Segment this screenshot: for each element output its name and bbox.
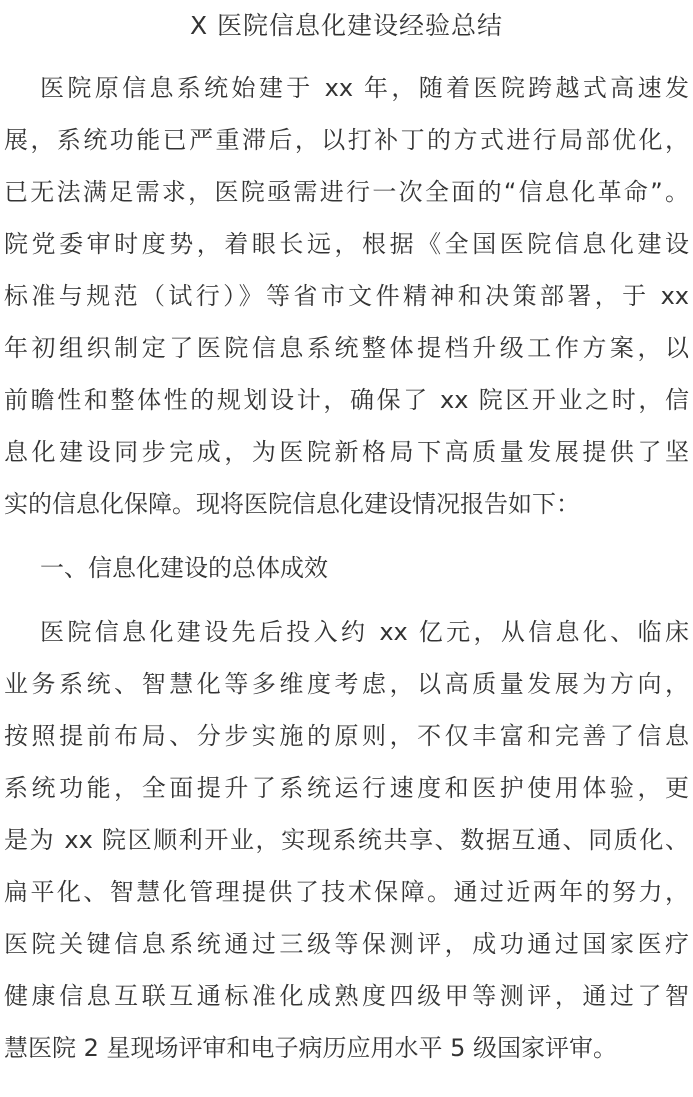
paragraph-line: 标准与规范（试行）》等省市文件精神和决策部署，于 xx [4,282,689,310]
paragraph-line: 实的信息化保障。现将医院信息化建设情况报告如下： [4,490,580,518]
paragraph-line: 医院关键信息系统通过三级等保测评，成功通过国家医疗 [4,930,689,958]
paragraph-line: 慧医院 2 星现场评审和电子病历应用水平 5 级国家评审。 [4,1034,618,1062]
paragraph-line: 健康信息互联互通标准化成熟度四级甲等测评，通过了智 [4,982,689,1010]
paragraph-line: 按照提前布局、分步实施的原则，不仅丰富和完善了信息 [4,722,689,750]
document-title: X 医院信息化建设经验总结 [189,11,504,40]
paragraph-line: 系统功能，全面提升了系统运行速度和医护使用体验，更 [4,774,689,802]
paragraph-intro [0,62,693,530]
paragraph-line: 医院原信息系统始建于 xx 年，随着医院跨越式高速发 [40,74,689,102]
paragraph-achievements [0,606,693,1074]
paragraph-line: 扁平化、智慧化管理提供了技术保障。通过近两年的努力， [4,878,689,906]
paragraph-line: 前瞻性和整体性的规划设计，确保了 xx 院区开业之时，信 [4,386,689,414]
paragraph-line: 院党委审时度势，着眼长远，根据《全国医院信息化建设 [4,230,689,258]
section-heading-block [0,542,693,594]
paragraph-line: 医院信息化建设先后投入约 xx 亿元，从信息化、临床 [40,618,689,646]
paragraph-line: 展，系统功能已严重滞后，以打补丁的方式进行局部优化， [4,126,689,154]
paragraph-line: 息化建设同步完成，为医院新格局下高质量发展提供了坚 [4,438,689,466]
paragraph-line: 是为 xx 院区顺利开业，实现系统共享、数据互通、同质化、 [4,826,689,854]
paragraph-line: 业务系统、智慧化等多维度考虑，以高质量发展为方向， [4,670,689,698]
paragraph-line: 年初组织制定了医院信息系统整体提档升级工作方案，以 [4,334,689,362]
paragraph-line: 已无法满足需求，医院亟需进行一次全面的“信息化革命”。 [4,178,689,206]
section-heading: 一、信息化建设的总体成效 [40,554,328,582]
